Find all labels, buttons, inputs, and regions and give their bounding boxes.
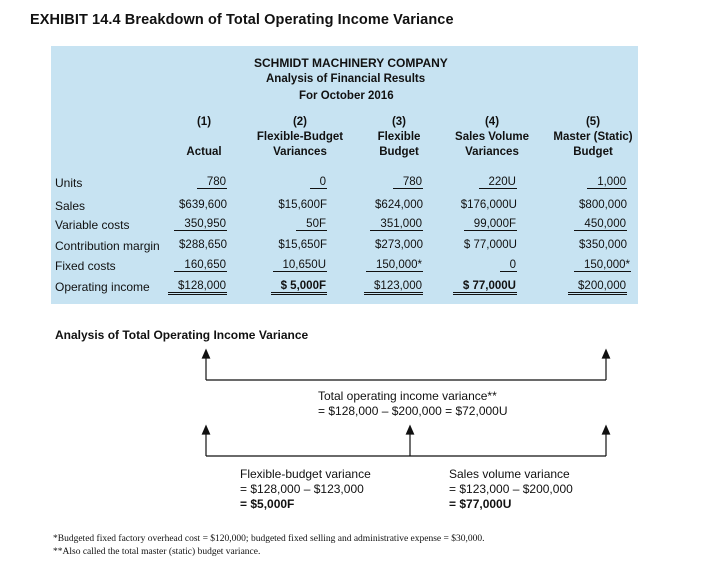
table-cell: $200,000 — [568, 280, 627, 295]
column-label-line1: Flexible — [377, 131, 421, 143]
table-cell: $350,000 — [579, 239, 627, 251]
column-label-line1: Master (Static) — [553, 131, 633, 143]
total-variance-label: Total operating income variance** — [318, 389, 497, 403]
sales-volume-variance-label: Sales volume variance — [449, 467, 570, 481]
table-cell: $128,000 — [168, 280, 227, 295]
sales-volume-variance-note — [449, 467, 573, 512]
table-cell: 351,000 — [370, 218, 423, 231]
report-title: Analysis of Financial Results — [266, 73, 426, 85]
table-cell: $ 5,000F — [271, 280, 327, 295]
table-cell: $800,000 — [579, 199, 627, 211]
column-number: (2) — [292, 116, 308, 128]
flexible-budget-variance-note — [240, 467, 371, 512]
column-number: (5) — [585, 116, 601, 128]
table-cell: $624,000 — [375, 199, 423, 211]
table-cell: 0 — [500, 259, 517, 272]
table-cell: $176,000U — [460, 199, 517, 211]
table-cell: 150,000* — [366, 259, 423, 272]
row-label-operating-income: Operating income — [55, 280, 150, 294]
table-cell: $ 77,000U — [453, 280, 517, 295]
row-label-fixed-costs: Fixed costs — [55, 259, 116, 273]
column-label-line2: Budget — [573, 146, 613, 158]
table-cell: 160,650 — [174, 259, 227, 272]
total-variance-note — [318, 389, 508, 419]
column-label-line1: Sales Volume — [455, 131, 529, 143]
table-cell: 450,000 — [574, 218, 627, 231]
table-cell: 99,000F — [464, 218, 517, 231]
column-number: (1) — [196, 116, 212, 128]
flexible-variance-result: = $5,000F — [240, 497, 295, 511]
footnote-total-master-variance: **Also called the total master (static) budget variance. — [53, 547, 261, 557]
table-cell: $15,650F — [278, 239, 327, 251]
sales-volume-variance-formula: = $123,000 – $200,000 — [449, 482, 573, 496]
table-cell: 10,650U — [273, 259, 327, 272]
exhibit-title: EXHIBIT 14.4 Breakdown of Total Operating Income Variance — [30, 12, 454, 28]
column-label-line2: Budget — [379, 146, 419, 158]
table-cell: $639,600 — [179, 199, 227, 211]
total-variance-formula: = $128,000 – $200,000 = $72,000U — [318, 404, 508, 418]
table-cell: 0 — [310, 176, 327, 189]
table-cell: 780 — [393, 176, 423, 189]
column-label-line2: Actual — [186, 146, 222, 158]
flexible-variance-formula: = $128,000 – $123,000 — [240, 482, 364, 496]
flexible-variance-label: Flexible-budget variance — [240, 467, 371, 481]
row-label-variable-costs: Variable costs — [55, 218, 130, 232]
table-cell: $123,000 — [364, 280, 423, 295]
table-cell: 50F — [296, 218, 327, 231]
table-cell: 150,000* — [574, 259, 631, 272]
table-cell: 780 — [197, 176, 227, 189]
company-name: SCHMIDT MACHINERY COMPANY — [254, 56, 448, 70]
report-period: For October 2016 — [299, 90, 394, 102]
column-number: (3) — [391, 116, 407, 128]
table-cell: $273,000 — [375, 239, 423, 251]
table-cell: $ 77,000U — [463, 239, 517, 251]
column-label-line1: Flexible-Budget — [256, 131, 344, 143]
column-label-line2: Variances — [465, 146, 519, 158]
footnote-fixed-costs: *Budgeted fixed factory overhead cost = $120,000; budgeted fixed selling and administrative expense = $30,000. — [53, 534, 485, 544]
row-label-sales: Sales — [55, 199, 86, 213]
row-label-contribution-margin: Contribution margin — [55, 239, 160, 253]
sales-volume-variance-result: = $77,000U — [449, 497, 512, 511]
row-label-units: Units — [55, 176, 83, 190]
table-cell: 1,000 — [587, 176, 627, 189]
column-label-line2: Variances — [273, 146, 327, 158]
table-cell: 350,950 — [174, 218, 227, 231]
table-cell: $288,650 — [179, 239, 227, 251]
table-cell: $15,600F — [278, 199, 327, 211]
analysis-title: Analysis of Total Operating Income Variance — [55, 328, 309, 342]
column-number: (4) — [484, 116, 500, 128]
table-cell: 220U — [479, 176, 518, 189]
